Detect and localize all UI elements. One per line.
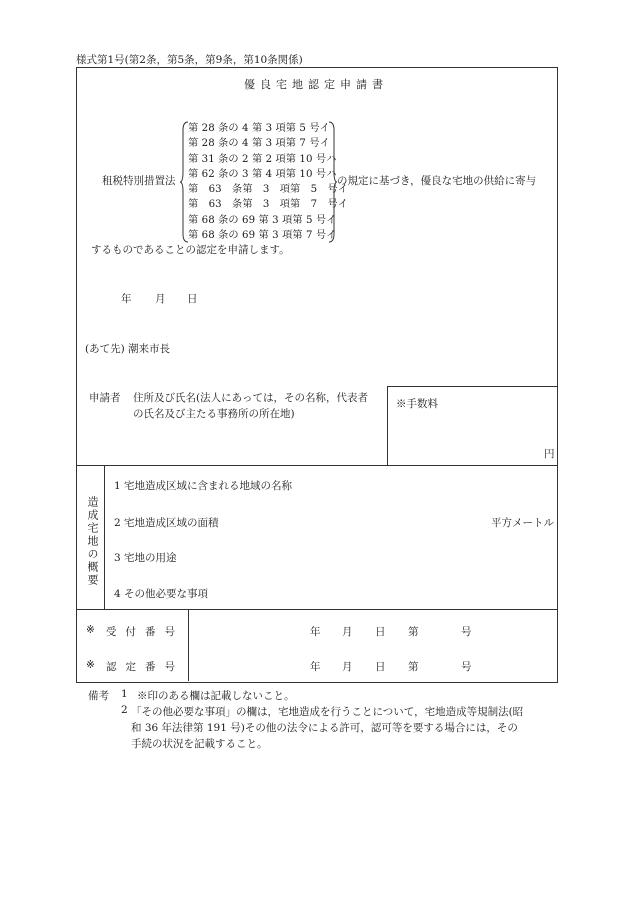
certification-number-label: 認定番号 — [106, 661, 184, 673]
date-year-label: 年 — [121, 293, 132, 305]
right-brace — [327, 120, 337, 245]
area-unit: 平方メートル — [491, 517, 554, 529]
receipt-number-label: 受付番号 — [106, 626, 184, 638]
form-number: 様式第1号(第2条，第5条，第9条，第10条関係) — [76, 54, 303, 66]
overview-item-other: 4 その他必要な事項 — [114, 588, 209, 600]
receipt-no-prefix: 第 — [408, 626, 419, 638]
note-2-text-cont: 手続の状況を記載すること。 — [131, 738, 268, 750]
receipt-year: 年 — [310, 626, 321, 638]
divider — [387, 386, 388, 465]
applicant-address-label: 住所及び氏名(法人にあっては，その名称，代表者 — [133, 392, 368, 404]
intro-suffix: の規定に基づき，優良な宅地の供給に寄与 — [337, 175, 537, 187]
certification-year: 年 — [310, 661, 321, 673]
applicant-address-label-cont: の氏名及び主たる事務所の所在地) — [133, 408, 295, 420]
article-item: 第 68 条の 69 第 3 項第 5 号イ — [188, 214, 337, 226]
overview-item-area-name: 1 宅地造成区域に含まれる地域の名称 — [114, 480, 293, 492]
article-item: 第 68 条の 69 第 3 項第 7 号イ — [188, 230, 337, 242]
article-item: 第 28 条の 4 第 3 項第 7 号イ — [188, 138, 330, 150]
receipt-mark: ※ — [86, 624, 95, 636]
note-2-text: 「その他必要な事項」の欄は，宅地造成を行うことについて，宅地造成等規制法(昭 — [131, 706, 524, 718]
overview-heading: 造成宅地の概要 — [86, 496, 99, 587]
article-item: 第 62 条の 3 第 4 項第 10 号ハ — [188, 168, 337, 180]
certification-no-prefix: 第 — [408, 661, 419, 673]
article-item: 第 63 条第 3 項第 7 号イ — [188, 199, 349, 211]
note-1-number: 1 — [121, 688, 128, 700]
certification-mark: ※ — [86, 659, 95, 671]
receipt-no-suffix: 号 — [461, 626, 472, 638]
note-1-text: ※印のある欄は記載しないこと。 — [137, 690, 295, 702]
article-list — [188, 121, 348, 243]
fee-label: ※手数料 — [396, 398, 438, 410]
fee-unit: 円 — [544, 448, 555, 460]
overview-item-area-size: 2 宅地造成区域の面積 — [114, 517, 219, 529]
certification-no-suffix: 号 — [461, 661, 472, 673]
certification-month: 月 — [342, 661, 353, 673]
divider — [104, 465, 105, 609]
receipt-month: 月 — [342, 626, 353, 638]
article-item: 第 63 条第 3 項第 5 号イ — [188, 184, 349, 196]
article-item: 第 31 条の 2 第 2 項第 10 号ハ — [188, 153, 337, 165]
certification-day: 日 — [375, 661, 386, 673]
law-name: 租税特別措置法 — [102, 175, 176, 187]
divider — [387, 386, 557, 387]
overview-item-land-use: 3 宅地の用途 — [114, 552, 177, 564]
addressee: (あて先) 潮来市長 — [85, 343, 171, 355]
intro-continuation: するものであることの認定を申請します。 — [91, 244, 290, 256]
notes-label: 備考 — [88, 690, 109, 702]
article-item: 第 28 条の 4 第 3 項第 5 号イ — [188, 123, 330, 134]
page-title: 優良宅地認定申請書 — [244, 78, 388, 91]
divider — [76, 465, 557, 466]
date-month-label: 月 — [155, 293, 166, 305]
note-2-number: 2 — [121, 704, 128, 716]
receipt-day: 日 — [375, 626, 386, 638]
divider — [188, 609, 189, 681]
divider — [76, 609, 557, 610]
note-2-text-cont: 和 36 年法律第 191 号)その他の法令による許可，認可等を要する場合には，その — [131, 722, 518, 734]
applicant-label: 申請者 — [89, 392, 121, 404]
date-day-label: 日 — [187, 293, 198, 305]
